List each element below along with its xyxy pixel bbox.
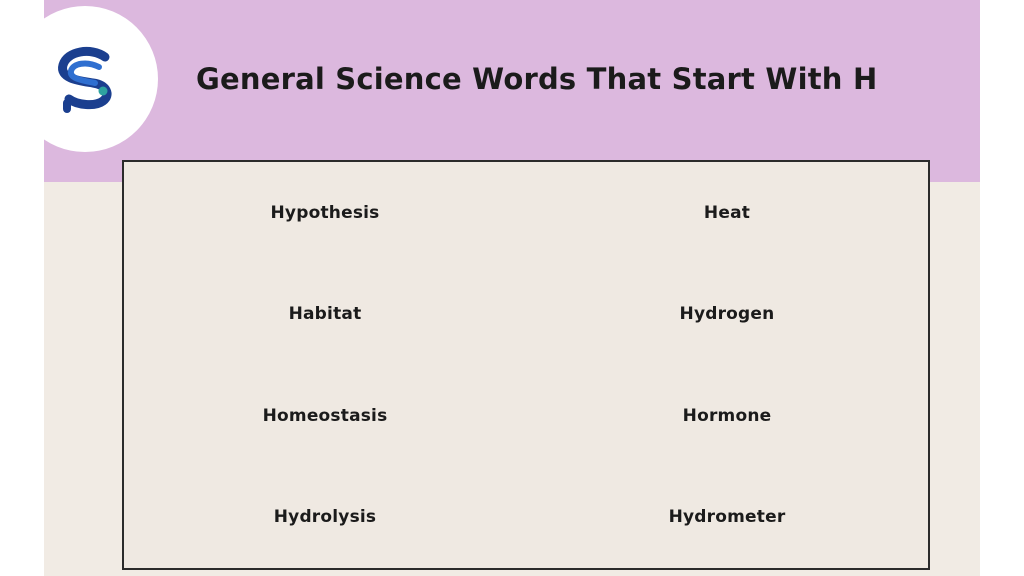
list-item: Hydrometer: [668, 507, 786, 528]
list-item: Habitat: [288, 304, 362, 325]
word-list-box: [122, 160, 930, 570]
brand-s-logo-icon: [37, 31, 133, 127]
word-grid: [124, 162, 928, 568]
list-item: Heat: [703, 202, 751, 223]
list-item: Homeostasis: [262, 405, 388, 426]
list-item: Hypothesis: [270, 202, 380, 223]
brand-logo: [12, 6, 158, 152]
list-item: Hydrogen: [679, 304, 775, 325]
list-item: Hormone: [682, 405, 772, 426]
right-margin: [980, 0, 1024, 576]
page-title: General Science Words That Start With H: [196, 62, 878, 96]
list-item: Hydrolysis: [273, 507, 377, 528]
